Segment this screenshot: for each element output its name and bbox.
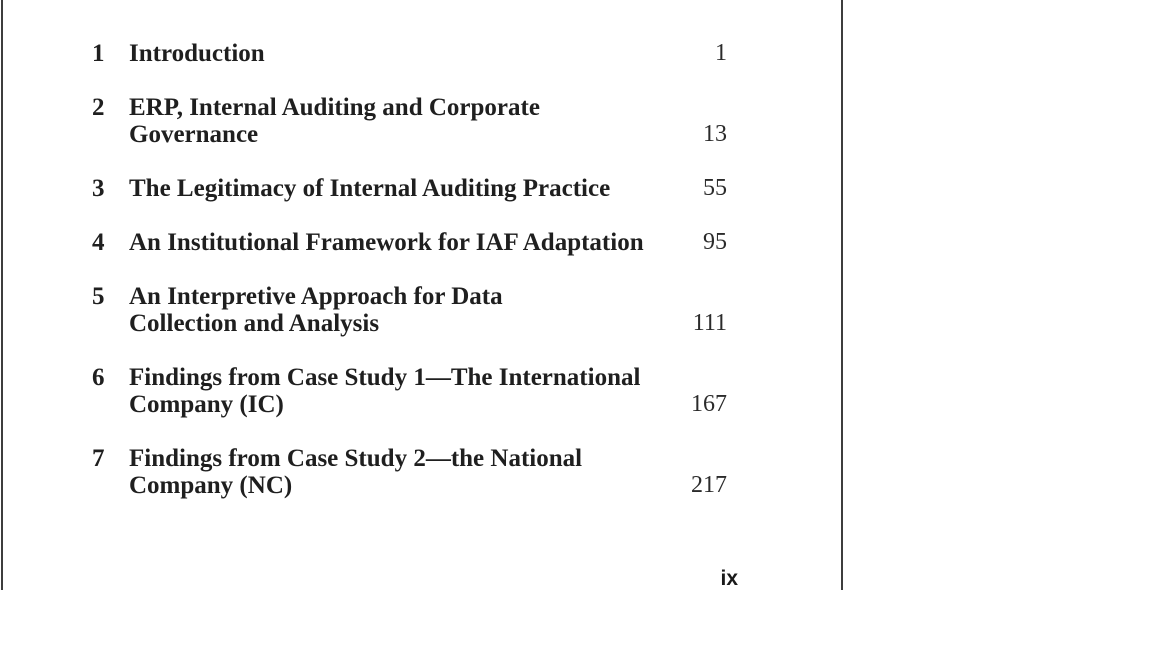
chapter-number: 2 [92, 94, 105, 121]
chapter-page-number: 167 [691, 391, 727, 417]
chapter-page-number: 13 [703, 121, 727, 147]
table-of-contents [92, 40, 727, 526]
chapter-title-line: An Institutional Framework for IAF Adaptation [129, 229, 644, 256]
toc-entry [92, 40, 727, 67]
chapter-number: 6 [92, 364, 105, 391]
toc-entry [92, 229, 727, 256]
chapter-title-line: ERP, Internal Auditing and Corporate [129, 94, 540, 121]
chapter-title [129, 445, 657, 499]
chapter-title [129, 364, 657, 418]
chapter-number: 7 [92, 445, 105, 472]
chapter-title-line: Findings from Case Study 2—the National [129, 445, 583, 472]
chapter-page-number: 217 [691, 472, 727, 498]
chapter-number: 3 [92, 175, 105, 202]
book-page [1, 0, 843, 590]
toc-entry [92, 175, 727, 202]
toc-entry [92, 94, 727, 148]
chapter-number: 5 [92, 283, 105, 310]
chapter-title-line: Findings from Case Study 1—The International [129, 364, 641, 391]
chapter-title-line: Company (IC) [129, 391, 284, 418]
chapter-title-line: Governance [129, 121, 259, 148]
chapter-title [129, 175, 657, 202]
chapter-page-number: 55 [703, 175, 727, 201]
folio-page-number: ix [720, 567, 738, 590]
chapter-title [129, 283, 657, 337]
chapter-page-number: 95 [703, 229, 727, 255]
chapter-page-number: 111 [692, 310, 727, 336]
chapter-title-line: An Interpretive Approach for Data [129, 283, 503, 310]
toc-entry [92, 364, 727, 418]
chapter-title [129, 94, 657, 148]
chapter-title-line: Company (NC) [129, 472, 293, 499]
chapter-title [129, 40, 657, 67]
chapter-title-line: The Legitimacy of Internal Auditing Practice [129, 175, 611, 202]
chapter-title-line: Introduction [129, 40, 265, 67]
chapter-title [129, 229, 657, 256]
chapter-number: 1 [92, 40, 105, 67]
toc-entry [92, 283, 727, 337]
chapter-title-line: Collection and Analysis [129, 310, 380, 337]
toc-entry [92, 445, 727, 499]
chapter-number: 4 [92, 229, 105, 256]
chapter-page-number: 1 [715, 40, 727, 66]
